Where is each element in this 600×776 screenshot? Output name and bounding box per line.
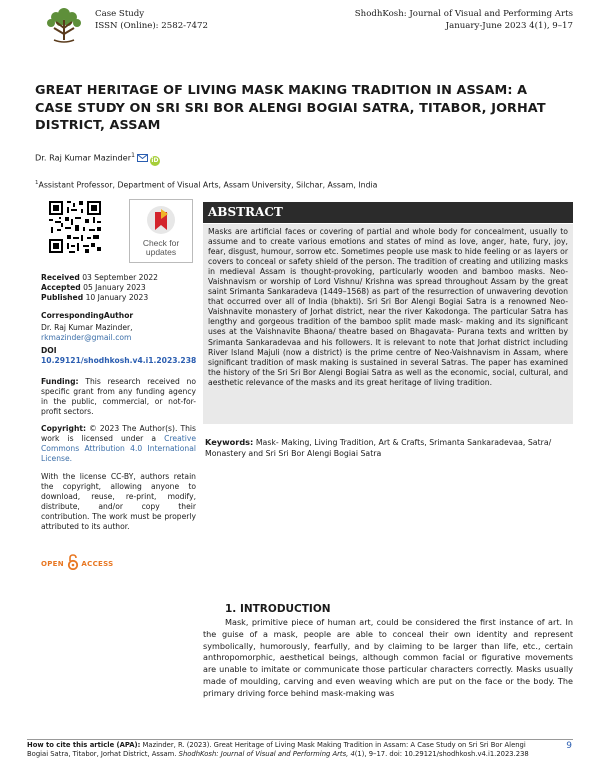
doi-label: DOI (41, 346, 57, 355)
copyright-label: Copyright: (41, 424, 87, 433)
author-name[interactable]: Dr. Raj Kumar Mazinder (35, 152, 132, 163)
qr-code[interactable] (47, 199, 103, 255)
funding-label: Funding: (41, 377, 79, 386)
article-title: GREAT HERITAGE OF LIVING MASK MAKING TRADITION IN ASSAM: A CASE STUDY ON SRI SRI BOR ALENGI BOGIAI SATRA, TITABOR, JORHAT DISTRICT, ASSAM (35, 83, 546, 133)
footer-divider (27, 739, 573, 740)
affiliation: $^1$Assistant Professor, Department of Visual Arts, Assam University, Silchar, Assam, India (35, 180, 378, 190)
license-link[interactable]: Creative Commons Attribution 4.0 International License. (41, 434, 196, 463)
cfu-line1: Check for (142, 238, 180, 248)
dates-block (41, 273, 196, 303)
doi-link[interactable]: 10.29121/shodhkosh.v4.i1.2023.238 (41, 356, 197, 365)
author-line (35, 152, 160, 166)
email-icon[interactable] (137, 154, 148, 164)
funding-block: Funding: This research received no specific grant from any funding agency in the public, commercial, or not-for-profit sectors. (41, 377, 196, 416)
journal-type: Case Study (95, 9, 145, 19)
header-left (95, 8, 208, 32)
doi-block (41, 346, 196, 366)
journal-name: ShodhKosh: Journal of Visual and Performing Arts (354, 9, 573, 19)
corresponding-name: Dr. Raj Kumar Mazinder, (41, 323, 133, 332)
open-access-lock-icon (67, 554, 79, 570)
abstract-heading: ABSTRACT (203, 202, 573, 223)
copyright-block: Copyright: © 2023 The Author(s). This work is licensed under a Creative Commons Attribution 4.0 International License. (41, 424, 196, 463)
header-right (355, 8, 573, 32)
abstract-text: Masks are artificial faces or covering of partial and whole body for concealment, usually to assume and to create various emotions and states of mind as love, anger, hate, fury, joy, fear, disgust, humour, sorrow etc. Sometimes people use mask to hide feeling or as layers or covers to conceal or safety shield of the person. The tradition of creating and utilizing masks in medieval Assam is thought-provoking, particularly wooden and bamboo masks. Neo-Vaishnavism or worship of Lord Vishnu/ Krishna was spread throughout Assam by the great saint Srimanta Sankaradeva (1449–1568) as part of the resurrection of unwavering devotion that occurred over all of India (bhakti). Sri Sri Bor Alengi Bogiai Satra is a renowned Neo- Vaishnavite monastery of Jorhat district, near the river Kakodonga. The particular Satra has lengthy and gorgeous tradition of the bamboo split made mask- making and its significant uses at the Vaishnavite Bhaona/ theatre based on Bhagavata- Purana texts and written by Srimanta Sankaradevaa and his followers. It is relevant to note that Jorhat district including River Island Majuli (now a district) is the prime centre of Neo-Vaishnavism in Assam, where significant tradition of mask making is sustained in several Satras. The paper has examined the history of the Sri Sri Bor Alengi Bogiai Satra as well as the economic, social, cultural, and aesthetic relevance of the masks and its great heritage of living tradition. (203, 224, 573, 424)
orcid-icon[interactable]: iD (151, 156, 159, 164)
corresponding-email[interactable]: rkmazinder@gmail.com (41, 333, 132, 342)
cfu-line2: updates (145, 247, 177, 257)
author-sup: 1 (131, 152, 135, 159)
received-line: Received 03 September 2022 (41, 273, 159, 282)
issue-info: January-June 2023 4(1), 9–17 (445, 21, 573, 31)
keywords-label: Keywords: (205, 437, 254, 447)
license-block: With the license CC-BY, authors retain the copyright, allowing anyone to download, reuse, re-print, modify, distribute, and/or copy their contribution. The work must be properly attributed to its author. (41, 472, 196, 531)
published-line: Published 10 January 2023 (41, 293, 149, 302)
introduction-heading: 1. INTRODUCTION (225, 603, 331, 615)
issn: ISSN (Online): 2582-7472 (95, 21, 208, 31)
accepted-line: Accepted 05 January 2023 (41, 283, 146, 292)
check-for-updates-badge[interactable] (129, 199, 193, 263)
keywords: Keywords: Mask- Making, Living Tradition, Art & Crafts, Srimanta Sankaradevaa, Satra/ Monastery and Sri Sri Bor Alengi Bogiai Satra (205, 437, 552, 458)
page-number: 9 (566, 741, 572, 751)
journal-logo (36, 4, 92, 48)
corresponding-label: CorrespondingAuthor (41, 311, 134, 320)
open-access-logo: OPEN ACCESS (41, 554, 113, 570)
cite-label: How to cite this article (APA): (27, 741, 141, 749)
corresponding-block (41, 311, 196, 343)
introduction-text: Mask, primitive piece of human art, could be considered the first instance of art. In the guise of a mask, people are able to conceal their own identity and represent symbolically, humorously, fearfully, and by claiming to be larger than life, etc., certain anthropomorphic, aesthetical beings, although common facial or figurative movements are unable to imitate or communicate those particular characters correctly. Masks usually made of moulding, carving and even weaving which are put on the face or the body. The primary driving force behind mask-making was (203, 617, 573, 698)
affiliation-sup: 1 (35, 180, 39, 186)
citation-footer: How to cite this article (APA): Mazinder, R. (2023). Great Heritage of Living Mask Making Tradition in Assam: A Case Study on Sri Sri Bor Alengi Bogiai Satra, Titabor, Jorhat District, Assam. ShodhKosh: Journal of Visual and Performing Arts, 4(1), 9–17. doi: 10.29121/shodhkosh.v4.i1.2023.238 (27, 741, 529, 759)
